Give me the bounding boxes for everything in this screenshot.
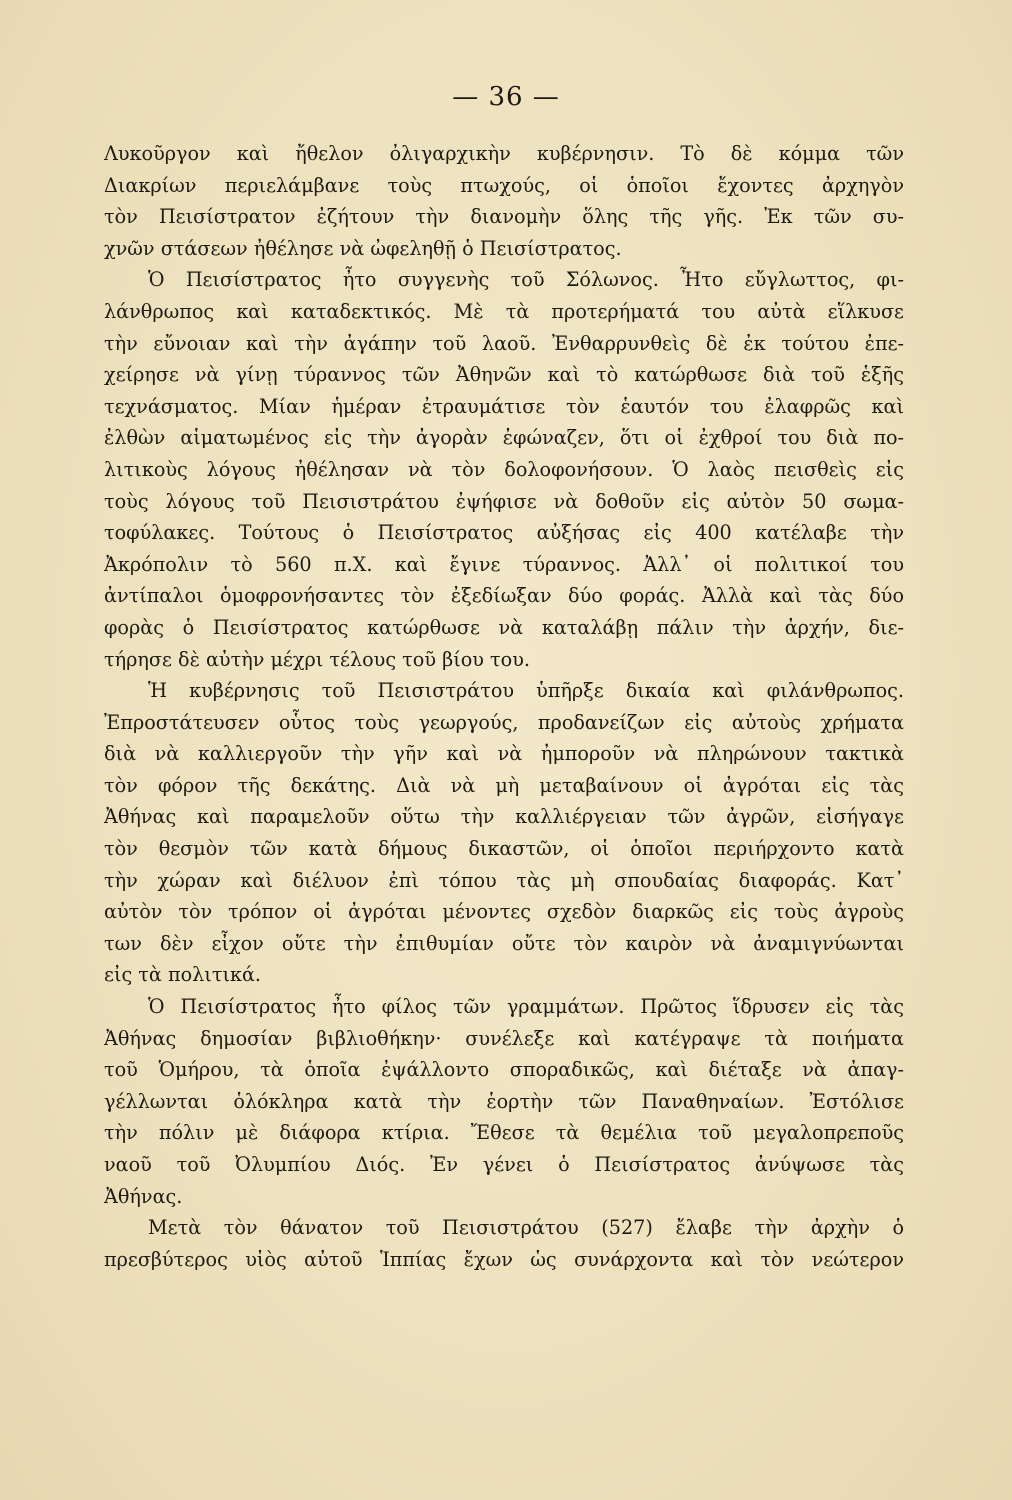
text-line: τὴν πόλιν μὲ διάφορα κτίρια. Ἔθεσε τὰ θεμέλια τοῦ μεγαλοπρεποῦς [104, 1121, 904, 1145]
text-line: Ὁ Πεισίστρατος ἦτο φίλος τῶν γραμμάτων. Πρῶτος ἵδρυσεν εἰς τὰς [148, 995, 904, 1019]
text-line: αὐτὸν τὸν τρόπον οἱ ἀγρόται μένοντες σχεδὸν διαρκῶς εἰς τοὺς ἀγροὺς [104, 900, 904, 924]
text-line: ἀντίπαλοι ὁμοφρονήσαντες τὸν ἐξεδίωξαν δύο φοράς. Ἀλλὰ καὶ τὰς δύο [104, 584, 904, 608]
paragraph [104, 264, 904, 675]
text-line: τὴν εὔνοιαν καὶ τὴν ἀγάπην τοῦ λαοῦ. Ἐνθαρρυνθεὶς δὲ ἐκ τούτου ἐπε- [104, 331, 904, 355]
text-line: τοὺς λόγους τοῦ Πεισιστράτου ἐψήφισε νὰ δοθοῦν εἰς αὐτὸν 50 σωμα- [104, 489, 904, 513]
text-line: τοφύλακες. Τούτους ὁ Πεισίστρατος αὐξήσας εἰς 400 κατέλαβε τὴν [104, 521, 904, 545]
text-line: τὸν Πεισίστρατον ἐζήτουν τὴν διανομὴν ὅλης τῆς γῆς. Ἐκ τῶν συ- [104, 205, 904, 229]
text-line: Μετὰ τὸν θάνατον τοῦ Πεισιστράτου (527) ἔλαβε τὴν ἀρχὴν ὁ [148, 1216, 904, 1240]
text-line: Ὁ Πεισίστρατος ἦτο συγγενὴς τοῦ Σόλωνος. Ἦτο εὔγλωττος, φι- [148, 268, 904, 292]
text-line: χείρησε νὰ γίνῃ τύραννος τῶν Ἀθηνῶν καὶ τὸ κατώρθωσε διὰ τοῦ ἑξῆς [104, 363, 904, 387]
text-line: Ἡ κυβέρνησις τοῦ Πεισιστράτου ὑπῆρξε δικαία καὶ φιλάνθρωπος. [148, 679, 904, 703]
text-line: Ἀθήνας. [104, 1184, 183, 1208]
text-line: Ἀκρόπολιν τὸ 560 π.Χ. καὶ ἔγινε τύραννος. Ἀλλ᾽ οἱ πολιτικοί του [104, 552, 904, 576]
text-line: χνῶν στάσεων ἠθέλησε νὰ ὠφεληθῇ ὁ Πεισίστρατος. [104, 236, 622, 260]
text-line: τεχνάσματος. Μίαν ἡμέραν ἐτραυμάτισε τὸν ἑαυτόν του ἐλαφρῶς καὶ [104, 394, 904, 418]
text-line: Ἐπροστάτευσεν οὗτος τοὺς γεωργούς, προδανείζων εἰς αὐτοὺς χρήματα [104, 710, 904, 734]
paragraph [104, 991, 904, 1212]
text-line: Ἀθήνας καὶ παραμελοῦν οὕτω τὴν καλλιέργειαν τῶν ἀγρῶν, εἰσήγαγε [104, 805, 904, 829]
text-line: τοῦ Ὁμήρου, τὰ ὁποῖα ἐψάλλοντο σποραδικῶς, καὶ διέταξε νὰ ἀπαγ- [104, 1058, 904, 1082]
text-line: ναοῦ τοῦ Ὀλυμπίου Διός. Ἐν γένει ὁ Πεισίστρατος ἀνύψωσε τὰς [104, 1153, 904, 1176]
paragraph [104, 675, 904, 991]
text-line: εἰς τὰ πολιτικά. [104, 963, 262, 987]
text-line: τὸν θεσμὸν τῶν κατὰ δήμους δικαστῶν, οἱ ὁποῖοι περιήρχοντο κατὰ [104, 837, 904, 861]
body-text [104, 138, 904, 1275]
text-line: τήρησε δὲ αὐτὴν μέχρι τέλους τοῦ βίου του. [104, 647, 530, 671]
text-line: ἐλθὼν αἱματωμένος εἰς τὴν ἀγορὰν ἐφώναζεν, ὅτι οἱ ἐχθροί του διὰ πο- [104, 426, 904, 450]
text-line: γέλλωνται ὁλόκληρα κατὰ τὴν ἑορτὴν τῶν Παναθηναίων. Ἐστόλισε [104, 1089, 904, 1113]
paragraph [104, 138, 904, 264]
text-line: τὸν φόρον τῆς δεκάτης. Διὰ νὰ μὴ μεταβαίνουν οἱ ἀγρόται εἰς τὰς [104, 773, 904, 797]
paragraph [104, 1212, 904, 1275]
text-line: των δὲν εἶχον οὔτε τὴν ἐπιθυμίαν οὔτε τὸν καιρὸν νὰ ἀναμιγνύωνται [104, 931, 904, 955]
text-line: τὴν χώραν καὶ διέλυον ἐπὶ τόπου τὰς μὴ σπουδαίας διαφοράς. Κατ᾽ [104, 868, 904, 892]
text-line: Ἀθήνας δημοσίαν βιβλιοθήκην· συνέλεξε καὶ κατέγραψε τὰ ποιήματα [104, 1026, 904, 1050]
text-line: Λυκοῦργον καὶ ἤθελον ὀλιγαρχικὴν κυβέρνησιν. Τὸ δὲ κόμμα τῶν [104, 142, 904, 165]
page-number: — 36 — [452, 82, 560, 112]
text-line: διὰ νὰ καλλιεργοῦν τὴν γῆν καὶ νὰ ἠμποροῦν νὰ πληρώνουν τακτικὰ [104, 742, 904, 766]
text-line: λάνθρωπος καὶ καταδεκτικός. Μὲ τὰ προτερήματά του αὐτὰ εἵλκυσε [104, 299, 904, 323]
text-line: πρεσβύτερος υἱὸς αὐτοῦ Ἱππίας ἔχων ὡς συνάρχοντα καὶ τὸν νεώτερον [104, 1247, 904, 1271]
text-line: λιτικοὺς λόγους ἠθέλησαν νὰ τὸν δολοφονήσουν. Ὁ λαὸς πεισθεὶς εἰς [104, 457, 904, 481]
text-line: φορὰς ὁ Πεισίστρατος κατώρθωσε νὰ καταλάβῃ πάλιν τὴν ἀρχήν, διε- [104, 615, 904, 639]
text-line: Διακρίων περιελάμβανε τοὺς πτωχούς, οἱ ὁποῖοι ἔχοντες ἀρχηγὸν [104, 173, 904, 197]
